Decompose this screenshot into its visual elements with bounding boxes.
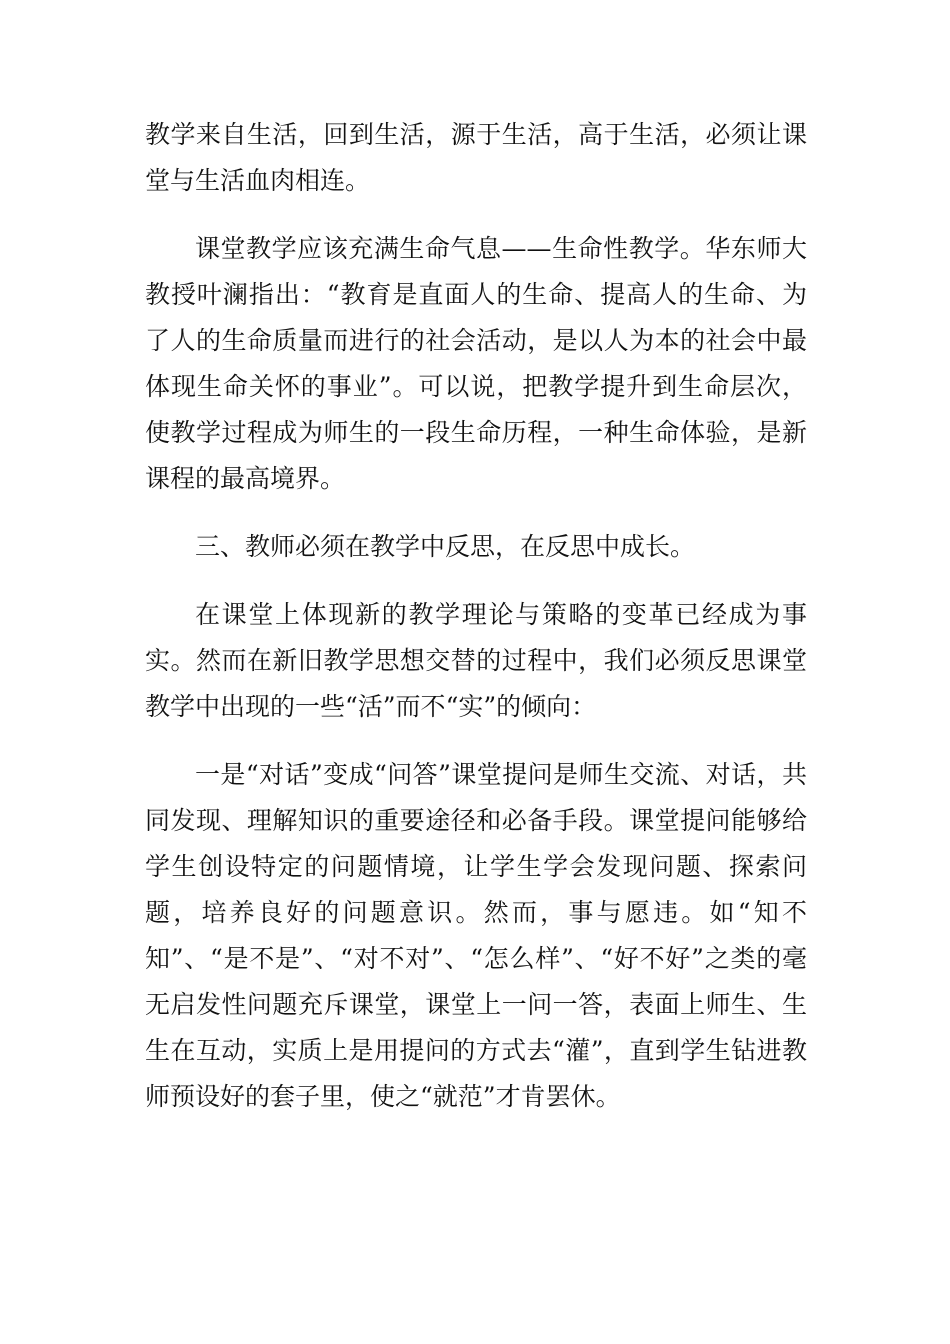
paragraph-dialogue-to-qa: 一是“对话”变成“问答”课堂提问是师生交流、对话，共同发现、理解知识的重要途径和必备手段。课堂提问能够给学生创设特定的问题情境，让学生学会发现问题、探索问题，培养良好的问题意识。然而，事与愿违。如“知不知”、“是不是”、“对不对”、“怎么样”、“好不好”之类的毫无启发性问题充斥课堂，课堂上一问一答，表面上师生、生生在互动，实质上是用提问的方式去“灌”，直到学生钻进教师预设好的套子里，使之“就范”才肯罢休。 xyxy=(145,760,807,1111)
document-body xyxy=(145,112,807,1142)
paragraph-life-connection: 教学来自生活，回到生活，源于生活，高于生活，必须让课堂与生活血肉相连。 xyxy=(145,120,807,195)
section-heading-reflection: 三、教师必须在教学中反思，在反思中成长。 xyxy=(195,532,696,561)
paragraph-reflection-intro: 在课堂上体现新的教学理论与策略的变革已经成为事实。然而在新旧教学思想交替的过程中，我们必须反思课堂教学中出现的一些“活”而不“实”的倾向： xyxy=(145,600,807,721)
paragraph-life-teaching: 课堂教学应该充满生命气息——生命性教学。华东师大教授叶澜指出：“教育是直面人的生命、提高人的生命、为了人的生命质量而进行的社会活动，是以人为本的社会中最体现生命关怀的事业”。可以说，把教学提升到生命层次，使教学过程成为师生的一段生命历程，一种生命体验，是新课程的最高境界。 xyxy=(145,234,807,493)
